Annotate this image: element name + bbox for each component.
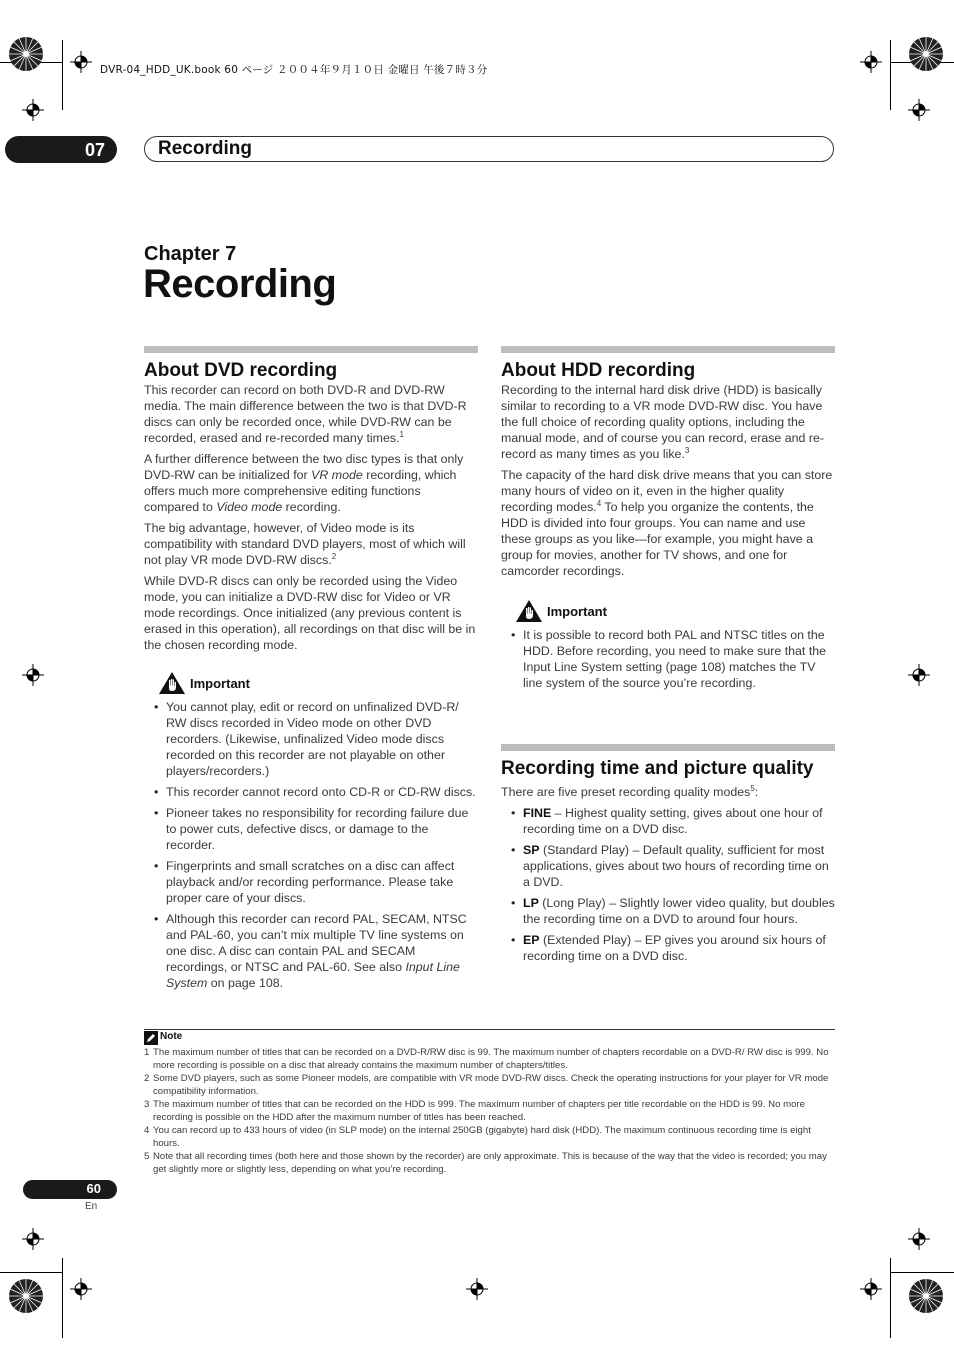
running-header [144, 136, 834, 162]
crosshair-registration-icon [70, 51, 92, 73]
crosshair-registration-icon [860, 51, 882, 73]
crop-mark [890, 40, 891, 110]
list-item: • It is possible to record both PAL and NTSC titles on the HDD. Before recording, you need to make sure that the Input Line System setting (page 108) matches the TV line system of the source you’re recording. [501, 627, 835, 691]
list-item: • Pioneer takes no responsibility for recording failure due to power cuts, defective discs, or damage to the recorder. [144, 805, 478, 853]
important-list [501, 627, 835, 691]
list-item: • Although this recorder can record PAL, SECAM, NTSC and PAL-60, you can’t mix multiple TV line systems on one disc. A disc can contain PAL and SECAM recordings, or NTSC and PAL-60. See also Input Line System on page 108. [144, 911, 478, 991]
warning-icon [158, 671, 186, 695]
important-label: Important [547, 604, 607, 619]
list-item: • EP (Extended Play) – EP gives you around six hours of recording time on a DVD disc. [501, 932, 835, 964]
chapter-label: Chapter 7 [144, 243, 237, 265]
warning-icon [515, 599, 543, 623]
chapter-tab [5, 136, 117, 163]
crosshair-registration-icon [860, 1278, 882, 1300]
chapter-title: Recording [143, 262, 337, 306]
important-callout [144, 671, 478, 695]
list-item: • SP (Standard Play) – Default quality, sufficient for most applications, gives about two hours of recording time on a DVD. [501, 842, 835, 890]
paragraph: While DVD-R discs can only be recorded using the Video mode, you can initialize a DVD-RW disc for Video or VR mode recordings. Once initialized (any previous content is erased in this operation), all recordings on that disc will be in the chosen recording mode. [144, 574, 476, 652]
page-number-tab [23, 1180, 117, 1199]
quality-section [501, 744, 835, 969]
list-item: • This recorder cannot record onto CD-R or CD-RW discs. [144, 784, 478, 800]
note-rule [144, 1029, 835, 1030]
section-rule [501, 744, 835, 751]
section-rule [144, 346, 478, 353]
list-item: • FINE – Highest quality setting, gives about one hour of recording time on a DVD disc. [501, 805, 835, 837]
list-item: • Fingerprints and small scratches on a disc can affect playback and/or recording performance. Please take proper care of your discs. [144, 858, 478, 906]
crop-mark [62, 1258, 63, 1338]
dvd-recording-section [144, 346, 478, 996]
page-number: 60 [86, 1181, 101, 1196]
section-heading: About HDD recording [501, 360, 696, 381]
footnote: 2 Some DVD players, such as some Pioneer models, are compatible with VR mode DVD-RW discs. Check the operating instructions for your player for VR mode compatibility information. [144, 1073, 829, 1097]
note-label: Note [160, 1031, 183, 1042]
section-heading: Recording time and picture quality [501, 758, 814, 779]
note-pencil-icon [144, 1031, 158, 1045]
footnote: 1 The maximum number of titles that can be recorded on a DVD-R/RW disc is 99. The maximum number of chapters recordable on a DVD-R/ RW disc is 999. No more recording is possible on a disc that already contains the maximum number of chapters/titles. [144, 1047, 829, 1071]
chapter-tab-number: 07 [84, 140, 105, 160]
crosshair-registration-icon [70, 1278, 92, 1300]
crop-mark [62, 40, 63, 110]
list-item: • LP (Long Play) – Slightly lower video quality, but doubles the recording time on a DVD to around four hours. [501, 895, 835, 927]
footnote: 4 You can record up to 433 hours of video (in SLP mode) on the internal 250GB (gigabyte) hard disk (HDD). The maximum continuous recording time is eight hours. [144, 1125, 811, 1149]
paragraph: A further difference between the two disc types is that only DVD-RW can be initialized for VR mode recording, which offers much more comprehensive editing functions compared to Video mode recording. [144, 452, 464, 514]
paragraph: This recorder can record on both DVD-R and DVD-RW media. The main difference between the two is that DVD-R discs can only be recorded once, while DVD-RW can be recorded, erased and re-recorded many times.$^1$ [144, 383, 467, 445]
sunburst-registration-icon [908, 36, 944, 72]
sunburst-registration-icon [8, 1278, 44, 1314]
hdd-recording-section [501, 346, 835, 696]
section-rule [501, 346, 835, 353]
crosshair-registration-icon [908, 664, 930, 686]
paragraph: There are five preset recording quality modes$^5$: [501, 783, 759, 799]
language-code: En [85, 1201, 98, 1212]
crop-mark [890, 1258, 891, 1338]
list-item: • You cannot play, edit or record on unfinalized DVD-R/ RW discs recorded in Video mode on other DVD recorders. (Likewise, unfinalized Video mode discs recorded on this recorder are not playable on other players/recorders.) [144, 699, 478, 779]
paragraph: The capacity of the hard disk drive means that you can store many hours of video on it, even in the higher quality recording modes.$^4$ To help you organize the contents, the HDD is divided into four groups. You can name and use these groups as you like—for example, you might have a group for movies, another for TV shows, and one for camcorder recordings. [501, 468, 833, 578]
print-header: DVR-04_HDD_UK.book 60 ページ ２００４年９月１０日 金曜日 午後７時３分 [100, 64, 488, 76]
sunburst-registration-icon [908, 1278, 944, 1314]
crosshair-registration-icon [22, 99, 44, 121]
crop-mark [0, 1272, 62, 1273]
crosshair-registration-icon [466, 1278, 488, 1300]
quality-mode-list [501, 805, 835, 964]
crosshair-registration-icon [22, 1228, 44, 1250]
footnotes [144, 1046, 834, 1176]
crosshair-registration-icon [908, 99, 930, 121]
crop-mark [890, 1272, 954, 1273]
important-label: Important [190, 676, 250, 691]
important-list [144, 699, 478, 991]
sunburst-registration-icon [8, 36, 44, 72]
section-heading: About DVD recording [144, 360, 338, 381]
crosshair-registration-icon [908, 1228, 930, 1250]
footnote: 5 Note that all recording times (both here and those shown by the recorder) are only approximate. This is because of the way that the video is recorded; you may get slightly more or slightly less, depending on what you’re recording. [144, 1151, 827, 1175]
running-header-title: Recording [158, 138, 252, 159]
footnote: 3 The maximum number of titles that can be recorded on the HDD is 999. The maximum number of chapters per title recordable on the HDD is 99. No more recording is possible on the HDD after the maximum number of titles has been reached. [144, 1099, 805, 1123]
crosshair-registration-icon [22, 664, 44, 686]
paragraph: Recording to the internal hard disk drive (HDD) is basically similar to recording to a VR mode DVD-RW disc. You have the full choice of recording quality options, including the manual mode, and of course you can record, erase and re-record as many times as you like.$^3$ [501, 383, 825, 461]
important-callout [501, 599, 835, 623]
paragraph: The big advantage, however, of Video mode is its compatibility with standard DVD players, most of which will not play VR mode DVD-RW discs.$^2$ [144, 521, 466, 567]
